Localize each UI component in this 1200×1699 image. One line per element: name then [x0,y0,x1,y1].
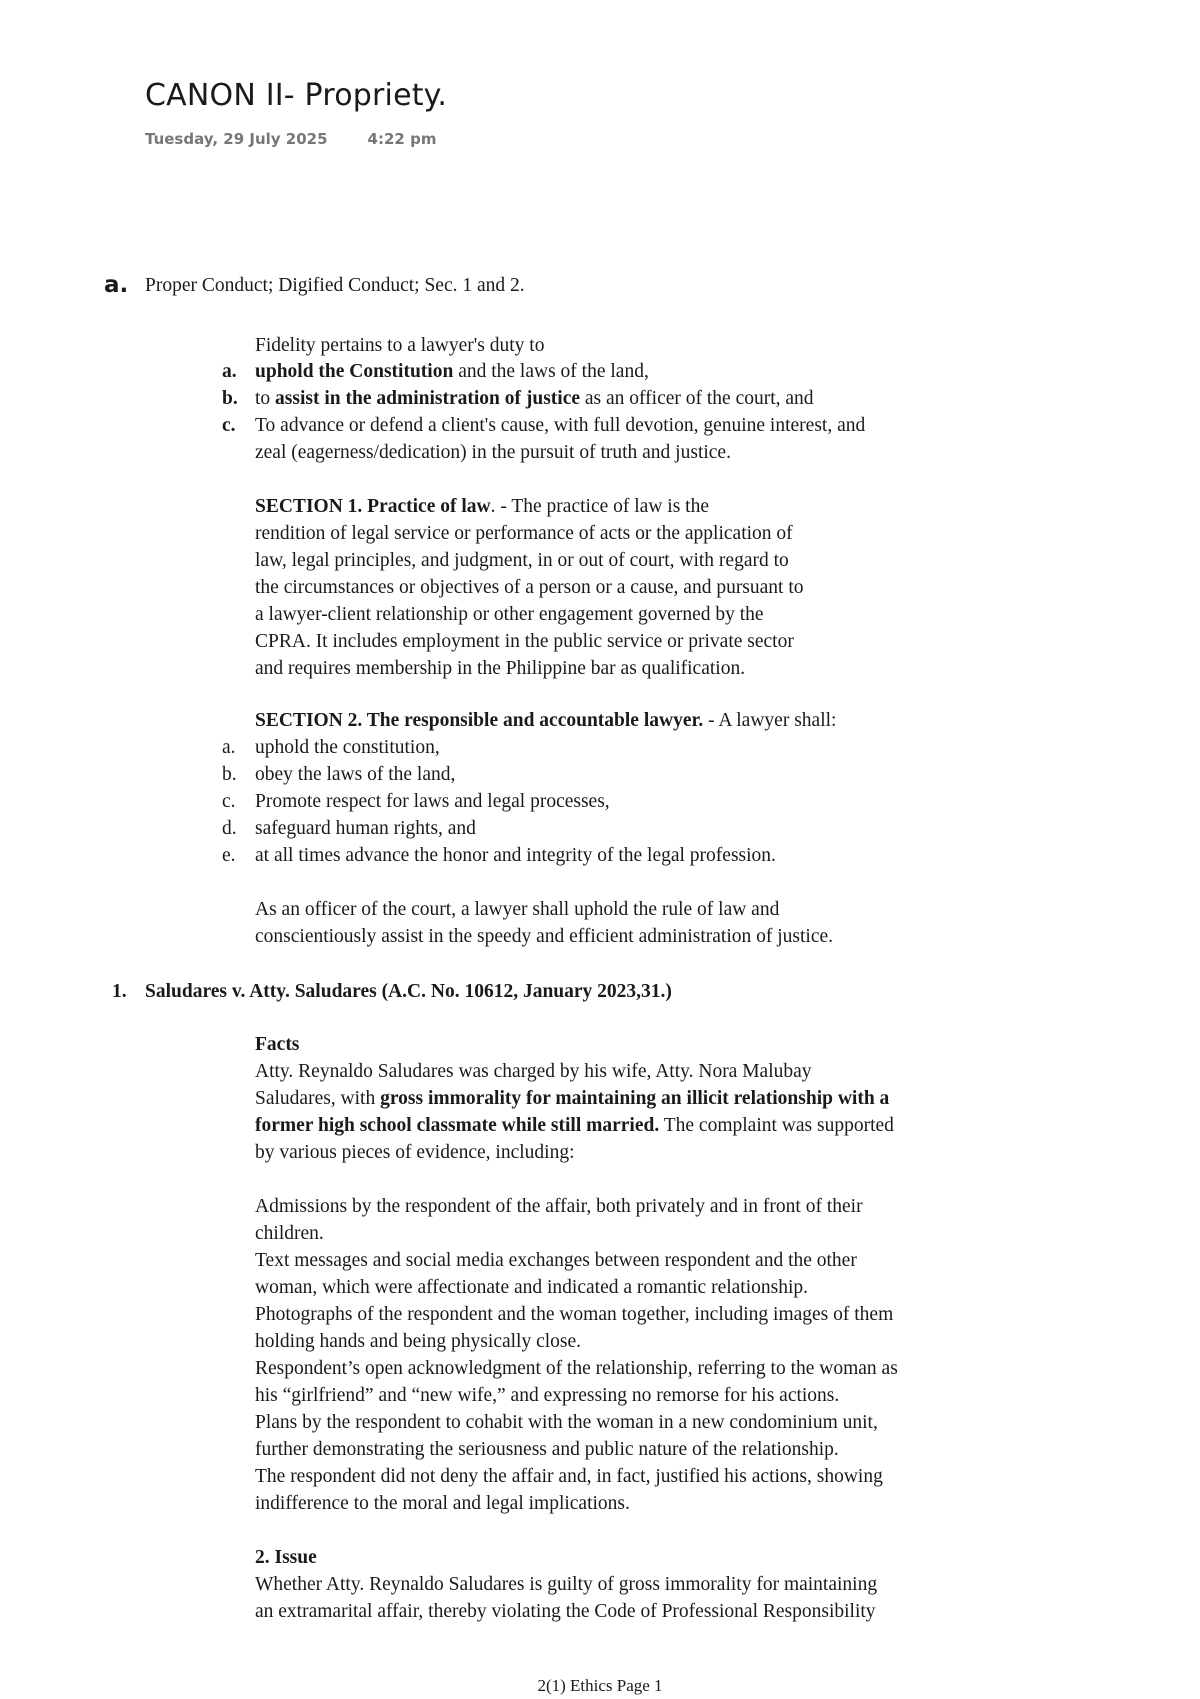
page-date: Tuesday, 29 July 2025 [145,130,328,148]
case-number: 1. [112,981,127,1002]
evidence-line: The respondent did not deny the affair and, in fact, justified his actions, showing [255,1466,883,1487]
list-item: Promote respect for laws and legal processes, [255,791,610,812]
section2-closing: conscientiously assist in the speedy and efficient administration of justice. [255,926,834,947]
page-footer: 2(1) Ethics Page 1 [537,1676,663,1695]
page-meta [145,130,436,148]
evidence-line: Photographs of the respondent and the woman together, including images of them [255,1304,894,1325]
list-marker: c. [222,791,236,812]
facts-line: Atty. Reynaldo Saludares was charged by his wife, Atty. Nora Malubay [255,1061,812,1082]
page-title: CANON II- Propriety. [145,78,448,113]
facts-line: by various pieces of evidence, including: [255,1142,575,1163]
list-item-continuation: zeal (eagerness/dedication) in the pursuit of truth and justice. [255,442,731,463]
section1-line: CPRA. It includes employment in the public service or private sector [255,631,794,652]
facts-line: Saludares, with gross immorality for maintaining an illicit relationship with a [255,1088,890,1109]
issue-heading: 2. Issue [255,1547,317,1568]
list-item: obey the laws of the land, [255,764,456,785]
page-time: 4:22 pm [367,130,437,148]
section1-line: and requires membership in the Philippine bar as qualification. [255,658,746,679]
case-title: Saludares v. Atty. Saludares (A.C. No. 10612, January 2023,31.) [145,981,672,1002]
list-item: at all times advance the honor and integrity of the legal profession. [255,845,776,866]
list-marker: b. [222,388,238,409]
evidence-line: woman, which were affectionate and indicated a romantic relationship. [255,1277,809,1298]
evidence-line: Text messages and social media exchanges between respondent and the other [255,1250,857,1271]
facts-heading: Facts [255,1034,300,1055]
evidence-line: holding hands and being physically close. [255,1331,582,1352]
issue-line: an extramarital affair, thereby violating the Code of Professional Responsibility [255,1601,876,1622]
list-item: uphold the constitution, [255,737,440,758]
section1-heading: SECTION 1. Practice of law [255,496,491,517]
list-marker: a. [222,361,237,382]
issue-line: Whether Atty. Reynaldo Saludares is guilty of gross immorality for maintaining [255,1574,878,1595]
section1-line: a lawyer-client relationship or other engagement governed by the [255,604,764,625]
evidence-line: Respondent’s open acknowledgment of the relationship, referring to the woman as [255,1358,898,1379]
evidence-line: Plans by the respondent to cohabit with the woman in a new condominium unit, [255,1412,878,1433]
section-marker: a. [104,272,129,298]
list-item: uphold the Constitution and the laws of the land, [255,361,649,382]
list-marker: b. [222,764,237,785]
list-marker: d. [222,818,237,839]
section2-heading: SECTION 2. The responsible and accountable lawyer. [255,710,704,731]
list-marker: e. [222,845,236,866]
list-item: To advance or defend a client's cause, with full devotion, genuine interest, and [255,415,866,436]
section1-line: law, legal principles, and judgment, in or out of court, with regard to [255,550,789,571]
section1-line: the circumstances or objectives of a person or a cause, and pursuant to [255,577,804,598]
evidence-line: further demonstrating the seriousness and public nature of the relationship. [255,1439,839,1460]
section1-paragraph: SECTION 1. Practice of law. - The practice of law is the [255,496,709,517]
section2-paragraph: SECTION 2. The responsible and accountable lawyer. - A lawyer shall: [255,710,837,731]
evidence-line: his “girlfriend” and “new wife,” and expressing no remorse for his actions. [255,1385,840,1406]
fidelity-intro: Fidelity pertains to a lawyer's duty to [255,335,545,356]
section1-line: rendition of legal service or performance of acts or the application of [255,523,793,544]
evidence-line: children. [255,1223,324,1244]
facts-line: former high school classmate while still married. The complaint was supported [255,1115,894,1136]
list-item: safeguard human rights, and [255,818,476,839]
list-item: to assist in the administration of justice as an officer of the court, and [255,388,814,409]
list-marker: c. [222,415,236,436]
list-marker: a. [222,737,236,758]
section2-closing: As an officer of the court, a lawyer shall uphold the rule of law and [255,899,780,920]
evidence-line: indifference to the moral and legal implications. [255,1493,630,1514]
evidence-line: Admissions by the respondent of the affair, both privately and in front of their [255,1196,863,1217]
section-title: Proper Conduct; Digified Conduct; Sec. 1 and 2. [145,275,525,296]
